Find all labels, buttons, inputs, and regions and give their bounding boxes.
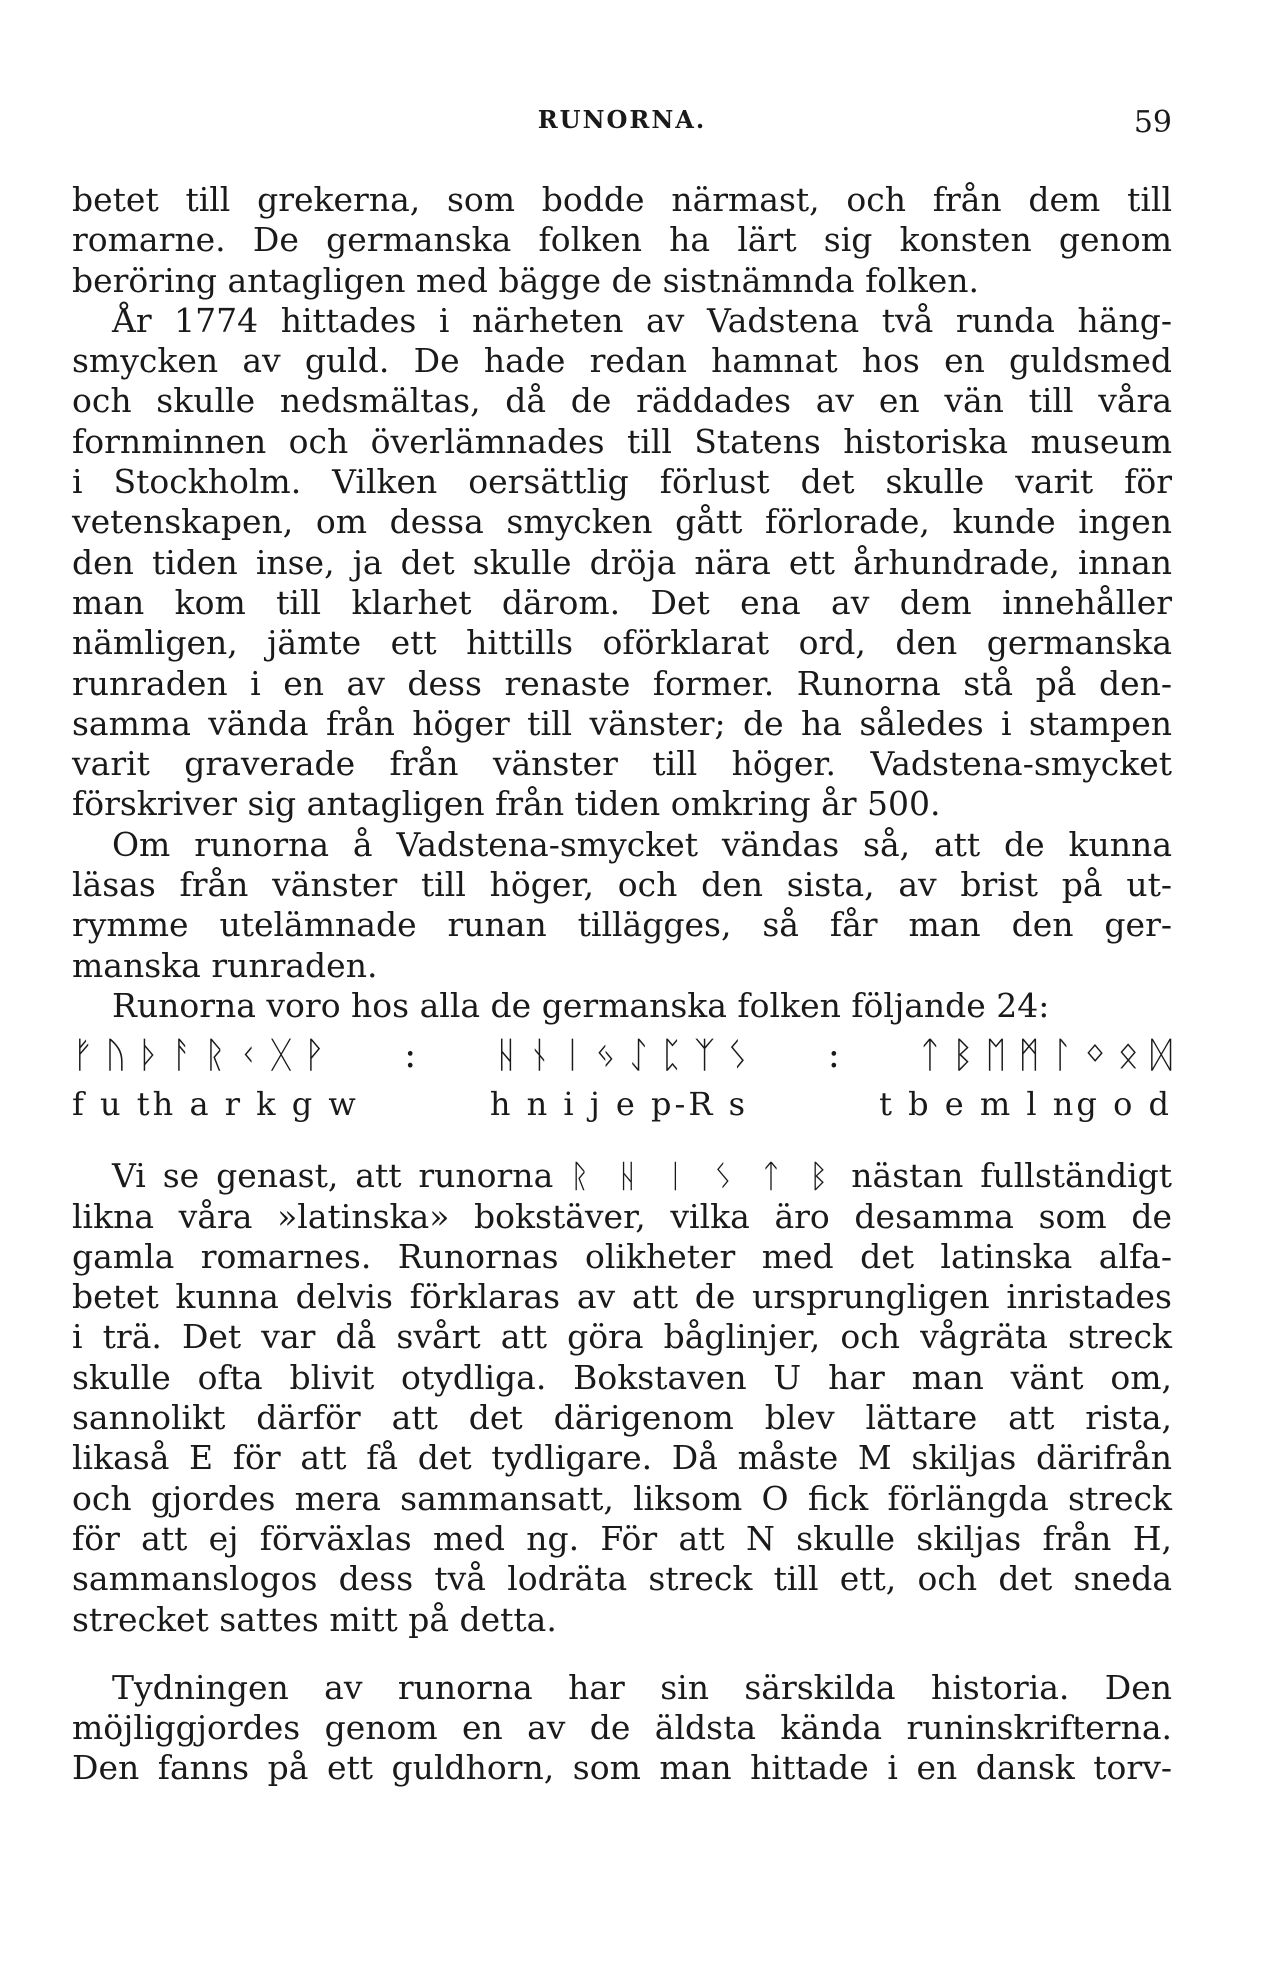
text-line: Runorna voro hos alla de germanska folken följande 24: <box>112 985 1050 1025</box>
running-header <box>72 105 1172 145</box>
text-line: gamla romarnes. Runornas olikheter med det latinska alfa- <box>72 1236 1172 1276</box>
text-line: den tiden inse, ja det skulle dröja nära ett århundrade, innan <box>72 542 1172 582</box>
text-line: förskriver sig antagligen från tiden omkring år 500. <box>72 784 941 824</box>
paragraph-5 <box>72 1156 1172 1640</box>
text-line: sammanslogos dess två lodräta streck till ett, och det sneda <box>72 1559 1172 1599</box>
text-line: samma vända från höger till vänster; de ha således i stampen <box>72 703 1172 743</box>
text-line: smycken av guld. De hade redan hamnat hos en guldsmed <box>72 341 1172 381</box>
text-line: möjliggjordes genom en av de äldsta kända runinskrifterna. <box>72 1708 1172 1748</box>
text-line: läsas från vänster till höger, och den sista, av brist på ut- <box>72 865 1172 905</box>
rune-separator: : <box>404 1035 417 1077</box>
translit-group-1: f u th a r k g w <box>72 1085 359 1124</box>
text-line: runraden i en av dess renaste former. Runorna stå på den- <box>72 663 1172 703</box>
text-line <box>72 1156 1172 1196</box>
paragraph-6 <box>72 1668 1172 1789</box>
paragraph-2 <box>72 301 1172 825</box>
text-line: Om runorna å Vadstena-smycket vändas så, att de kunna <box>112 824 1172 864</box>
inline-runes: ᚱ ᚺ ᛁ ᛊ ᛏ ᛒ <box>570 1157 835 1196</box>
text-line: År 1774 hittades i närheten av Vadstena två runda häng- <box>112 300 1172 340</box>
text-line: man kom till klarhet därom. Det ena av dem innehåller <box>72 582 1172 622</box>
text-fragment: nästan fullständigt <box>851 1156 1173 1196</box>
text-line: varit graverade från vänster till höger. Vadstena-smycket <box>72 744 1172 784</box>
text-line: likna våra »latinska» bokstäver, vilka äro desamma som de <box>72 1196 1172 1236</box>
text-line: i Stockholm. Vilken oersättlig förlust det skulle varit för <box>72 462 1172 502</box>
text-line: betet kunna delvis förklaras av att de ursprungligen inristades <box>72 1277 1172 1317</box>
paragraph-3 <box>72 825 1172 986</box>
text-line: fornminnen och överlämnades till Statens historiska museum <box>72 421 1172 461</box>
page-number: 59 <box>1133 105 1172 140</box>
text-line: för att ej förväxlas med ng. För att N skulle skiljas från H, <box>72 1518 1172 1558</box>
rune-group-2: ᚺ ᚾ ᛁ ᛃ ᛇ ᛈ ᛉ ᛊ <box>495 1035 749 1077</box>
text-line: Tydningen av runorna har sin särskilda historia. Den <box>112 1667 1172 1707</box>
translit-group-2: h n i j e p-R s <box>489 1085 748 1124</box>
text-line: skulle ofta blivit otydliga. Bokstaven U har man vänt om, <box>72 1357 1172 1397</box>
paragraph-4 <box>72 986 1172 1026</box>
text-line: rymme utelämnade runan tillägges, så får man den ger- <box>72 905 1172 945</box>
rune-group-3: ᛏ ᛒ ᛖ ᛗ ᛚ ᛜ ᛟ ᛞ <box>919 1035 1172 1077</box>
text-line: romarne. De germanska folken ha lärt sig konsten genom <box>72 220 1172 260</box>
text-line: nämligen, jämte ett hittills oförklarat ord, den germanska <box>72 623 1172 663</box>
text-line: och gjordes mera sammansatt, liksom O fick förlängda streck <box>72 1478 1172 1518</box>
text-line: strecket sattes mitt på detta. <box>72 1599 557 1639</box>
text-line: beröring antagligen med bägge de sistnämnda folken. <box>72 260 979 300</box>
text-line: vetenskapen, om dessa smycken gått förlorade, kunde ingen <box>72 502 1172 542</box>
transliteration-row <box>72 1082 1172 1126</box>
text-line: betet till grekerna, som bodde närmast, och från dem till <box>72 180 1172 219</box>
rune-separator: : <box>827 1035 840 1077</box>
translit-group-3: t b e m l ng o d <box>879 1085 1172 1124</box>
futhark-rune-row <box>72 1030 1172 1082</box>
page-body <box>72 180 1172 1789</box>
text-line: i trä. Det var då svårt att göra båglinjer, och vågräta streck <box>72 1317 1172 1357</box>
text-line: manska runraden. <box>72 945 378 985</box>
rune-group-1: ᚠ ᚢ ᚦ ᚨ ᚱ ᚲ ᚷ ᚹ <box>72 1035 325 1077</box>
text-line: och skulle nedsmältas, då de räddades av en vän till våra <box>72 381 1172 421</box>
text-line: Den fanns på ett guldhorn, som man hittade i en dansk torv- <box>72 1748 1172 1788</box>
text-line: likaså E för att få det tydligare. Då måste M skiljas därifrån <box>72 1438 1172 1478</box>
paragraph-1 <box>72 180 1172 301</box>
text-line: sannolikt därför att det därigenom blev lättare att rista, <box>72 1398 1172 1438</box>
text-fragment: Vi se genast, att runorna <box>112 1156 554 1196</box>
running-title: RUNORNA. <box>537 105 707 134</box>
paragraph-gap <box>72 1640 1172 1668</box>
